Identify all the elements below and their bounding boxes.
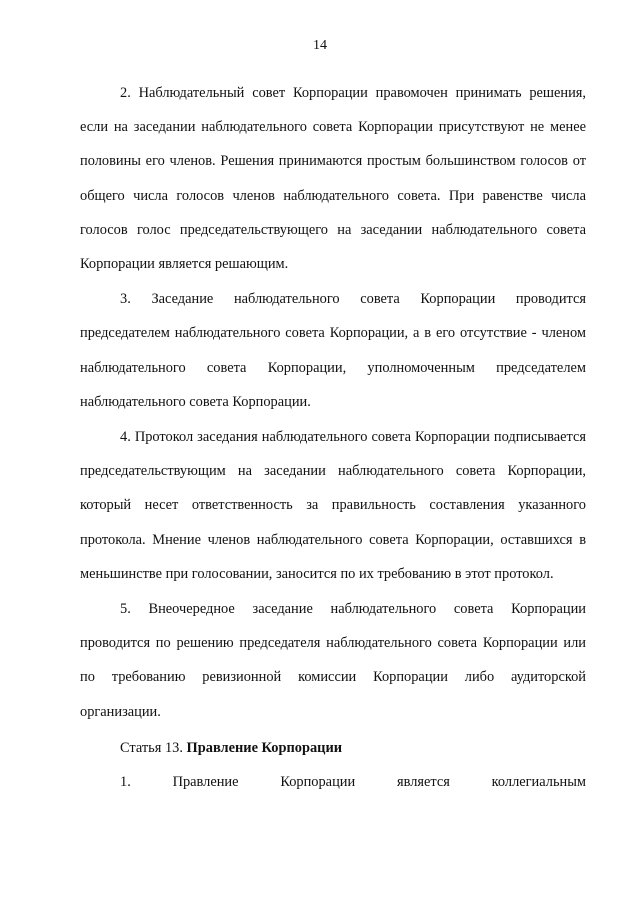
article-paragraph-1: 1. Правление Корпорации является коллегиальным — [120, 774, 586, 791]
article-heading — [80, 731, 586, 765]
document-body — [80, 76, 586, 799]
paragraph-4: 4. Протокол заседания наблюдательного совета Корпорации подписывается председательствующим на заседании наблюдательного совета Корпорации, который несет ответственность за правильность составления указанного протокола. Мнение членов наблюдательного совета Корпорации, оставшихся в меньшинстве при голосовании, заносится по их требованию в этот протокол. — [80, 429, 586, 582]
article-prefix: Статья 13. — [120, 739, 187, 756]
article-title: Правление Корпорации — [186, 739, 343, 756]
paragraph-3: 3. Заседание наблюдательного совета Корпорации проводится председателем наблюдательного совета Корпорации, а в его отсутствие - членом наблюдательного совета Корпорации, уполномоченным председателем наблюдательного совета Корпорации. — [80, 291, 586, 410]
paragraph-2: 2. Наблюдательный совет Корпорации правомочен принимать решения, если на заседании наблюдательного совета Корпорации присутствуют не менее половины его членов. Решения принимаются простым большинством голосов от общего числа голосов членов наблюдательного совета. При равенстве числа голосов голос председательствующего на заседании наблюдательного совета Корпорации является решающим. — [80, 85, 586, 273]
page-number: 14 — [313, 38, 327, 53]
paragraph-5: 5. Внеочередное заседание наблюдательного совета Корпорации проводится по решению председателя наблюдательного совета Корпорации или по требованию ревизионной комиссии Корпорации либо аудиторской организации. — [80, 601, 586, 720]
